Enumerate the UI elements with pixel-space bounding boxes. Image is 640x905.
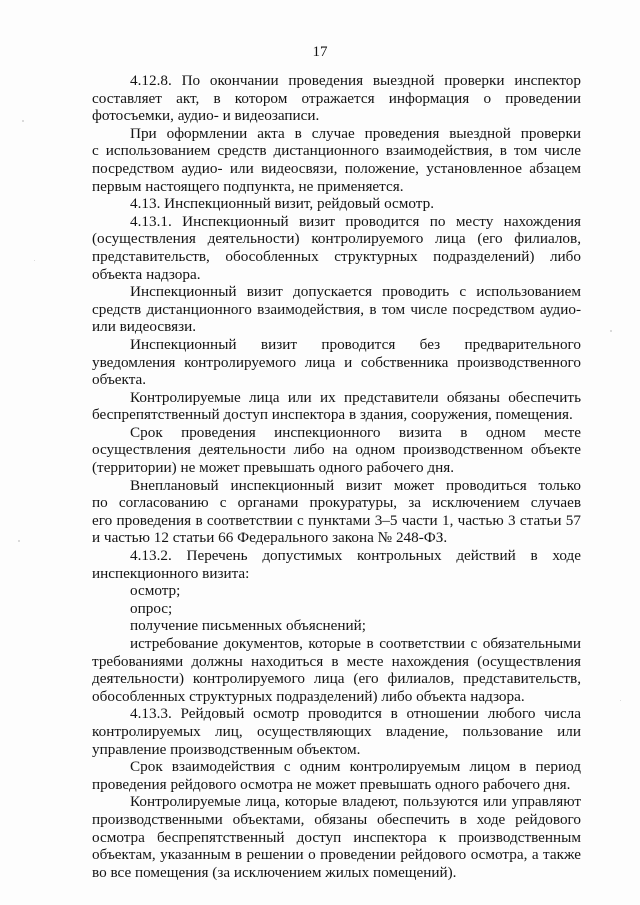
text-line: его проведения в соответствии с пунктами 3–5 части 1, частью 3 статьи 57 <box>92 511 581 529</box>
text-line: управление производственным объектом. <box>92 740 361 758</box>
scan-speck <box>620 700 621 701</box>
text-line: по согласованию с органами прокуратуры, за исключением случаев <box>92 494 581 512</box>
text-line: и частью 12 статьи 66 Федерального закона № 248-ФЗ. <box>92 529 448 547</box>
text-line: или видеосвязи. <box>92 318 196 336</box>
paragraph <box>92 283 581 336</box>
paragraph <box>92 389 581 424</box>
text-line: производственными объектами, обязаны обеспечить в ходе рейдового <box>92 810 581 828</box>
text-line: (осуществления деятельности) контролируемого лица (его филиалов, <box>92 230 581 248</box>
page-number: 17 <box>312 44 328 60</box>
text-line: 4.12.8. По окончании проведения выездной проверки инспектор <box>130 72 581 89</box>
text-line: Инспекционный визит допускается проводить с использованием <box>130 283 581 301</box>
paragraph <box>92 195 581 213</box>
text-line: Срок взаимодействия с одним контролируемым лицом в период <box>130 758 581 776</box>
text-line: 4.13.1. Инспекционный визит проводится по месту нахождения <box>130 212 581 230</box>
paragraph <box>92 424 581 477</box>
text-line: объекта надзора. <box>92 265 201 283</box>
paragraph <box>92 635 581 705</box>
text-line: фотосъемки, аудио- и видеозаписи. <box>92 107 320 125</box>
text-line: Срок проведения инспекционного визита в одном месте <box>130 423 581 441</box>
text-line: (территории) не может превышать одного рабочего дня. <box>92 459 455 477</box>
text-line: 4.13.3. Рейдовый осмотр проводится в отношении любого числа <box>130 705 581 723</box>
text-line: проведения рейдового осмотра не может превышать одного рабочего дня. <box>92 775 571 793</box>
text-line: во все помещения (за исключением жилых помещений). <box>92 863 457 881</box>
text-line: осмотра беспрепятственный доступ инспектора к производственным <box>92 828 581 846</box>
text-line: посредством аудио- или видеосвязи, положение, установленное абзацем <box>92 159 581 177</box>
text-line: 4.13.2. Перечень допустимых контрольных действий в ходе <box>130 547 581 565</box>
paragraph <box>92 705 581 758</box>
text-line: контролируемых лиц, осуществляющих владение, пользование или <box>92 722 581 740</box>
text-line: деятельности) контролируемого лица (его филиалов, представительств, <box>92 670 581 688</box>
list-group <box>92 582 581 635</box>
text-line: Внеплановый инспекционный визит может проводиться только <box>130 476 581 494</box>
paragraph-group-a <box>92 72 581 582</box>
list-item: осмотр; <box>130 582 181 600</box>
scan-speck <box>22 120 24 122</box>
text-line: Инспекционный визит проводится без предварительного <box>130 335 581 353</box>
text-line: представительств, обособленных структурных подразделений) либо <box>92 247 581 265</box>
text-line: истребование документов, которые в соответствии с обязательными <box>130 635 581 652</box>
paragraph <box>92 72 581 125</box>
text-line: беспрепятственный доступ инспектора в здания, сооружения, помещения. <box>92 406 573 424</box>
list-item: получение письменных объяснений; <box>130 617 366 635</box>
paragraph <box>92 547 581 582</box>
paragraph <box>92 758 581 793</box>
text-line: средств дистанционного взаимодействия, в том числе посредством аудио- <box>92 300 581 318</box>
scan-speck <box>18 540 20 542</box>
text-line: Контролируемые лица или их представители обязаны обеспечить <box>130 388 581 406</box>
text-line: объектам, указанным в решении о проведении рейдового осмотра, а также <box>92 846 581 864</box>
text-line: уведомления контролируемого лица и собственника производственного <box>92 353 581 371</box>
paragraph <box>92 793 581 881</box>
paragraph <box>92 336 581 389</box>
text-line: 4.13. Инспекционный визит, рейдовый осмотр. <box>130 195 435 213</box>
paragraph-group-b <box>92 635 581 881</box>
text-line: При оформлении акта в случае проведения выездной проверки <box>130 124 581 142</box>
text-line: составляет акт, в котором отражается информация о проведении <box>92 89 581 107</box>
text-line: обособленных структурных подразделений) либо объекта надзора. <box>92 687 525 705</box>
paragraph <box>92 213 581 283</box>
text-line: Контролируемые лица, которые владеют, пользуются или управляют <box>130 793 581 811</box>
scan-speck <box>34 260 35 261</box>
text-line: с использованием средств дистанционного взаимодействия, в том числе <box>92 142 581 160</box>
document-body <box>92 72 581 881</box>
text-line: инспекционного визита: <box>92 564 250 582</box>
list-item: опрос; <box>130 599 173 617</box>
text-line: осуществления деятельности либо на одном производственном объекте <box>92 441 581 459</box>
text-line: требованиями должны находиться в месте нахождения (осуществления <box>92 652 581 670</box>
paragraph <box>92 477 581 547</box>
text-line: первым настоящего подпункта, не применяется. <box>92 177 404 195</box>
scan-speck <box>610 330 612 332</box>
text-line: объекта. <box>92 371 147 389</box>
paragraph <box>92 125 581 195</box>
